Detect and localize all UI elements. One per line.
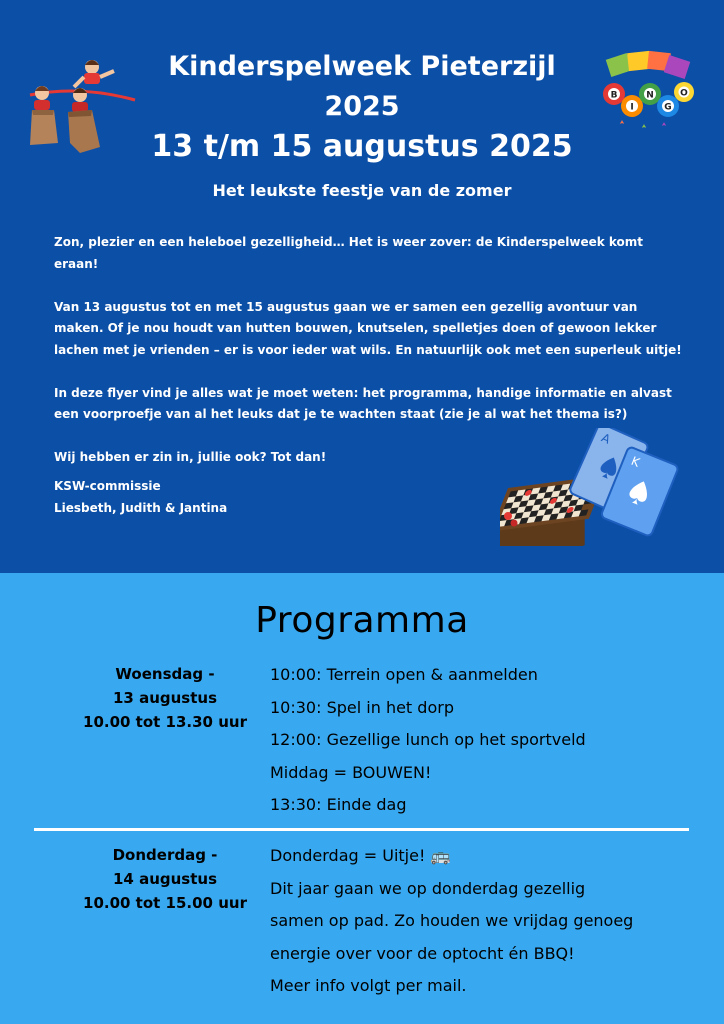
signature bbox=[54, 476, 227, 519]
schedule-item: 13:30: Einde dag bbox=[270, 795, 407, 814]
divider bbox=[34, 828, 689, 831]
title-line-3: 13 t/m 15 augustus 2025 bbox=[151, 129, 573, 164]
day-name: Woensdag - bbox=[115, 665, 215, 683]
schedule-item: 12:00: Gezellige lunch op het sportveld bbox=[270, 730, 586, 749]
day-block-thursday bbox=[40, 843, 290, 915]
schedule-item: energie over voor de optocht én BBQ! bbox=[270, 943, 575, 963]
card-rank-k: K bbox=[629, 453, 642, 470]
signature-names: Liesbeth, Judith & Jantina bbox=[54, 500, 228, 515]
signature-org: KSW-commissie bbox=[54, 479, 161, 493]
bingo-letter-o: O bbox=[680, 88, 688, 99]
intro-paragraph: Wij hebben er zin in, jullie ook? Tot dan! bbox=[54, 450, 327, 464]
day-name: Donderdag - bbox=[112, 846, 218, 864]
schedule-item: 10:30: Spel in het dorp bbox=[270, 697, 454, 717]
bingo-letter-i: I bbox=[630, 102, 634, 113]
day-date: 13 augustus bbox=[112, 689, 218, 707]
day-block-wednesday bbox=[40, 662, 290, 734]
intro-paragraph: In deze flyer vind je alles wat je moet weten: het programma, handige informatie en alvast een voorproefje van al het leuks dat je te wachten staat (zie je al wat het thema is?) bbox=[54, 385, 672, 421]
subtitle: Het leukste feestje van de zomer bbox=[212, 181, 512, 200]
day-hours: 10.00 tot 15.00 uur bbox=[83, 894, 247, 912]
title-line-1: Kinderspelweek Pieterzijl bbox=[168, 51, 556, 82]
day-date: 14 augustus bbox=[112, 870, 218, 888]
schedule-item: Meer info volgt per mail. bbox=[270, 976, 467, 995]
schedule-thursday bbox=[270, 840, 710, 1003]
title-line-2: 2025 bbox=[324, 91, 400, 122]
card-rank-a: A bbox=[599, 430, 613, 447]
schedule-item: Dit jaar gaan we op donderdag gezellig bbox=[270, 878, 586, 898]
bingo-letter-n: N bbox=[646, 90, 654, 101]
intro-paragraph: Van 13 augustus tot en met 15 augustus gaan we er samen een gezellig avontuur van maken. Of je nou houdt van hutten bouwen, knutselen, spelletjes doen of gewoon lekker lachen met je vrienden – er is voor ieder wat wils. En natuurlijk ook met een superleuk uitje! bbox=[54, 299, 682, 357]
intro-paragraph: Zon, plezier en een heleboel gezelligheid… Het is weer zover: de Kinderspelweek komt eraan! bbox=[54, 235, 644, 271]
bingo-letter-b: B bbox=[610, 90, 618, 101]
day-hours: 10.00 tot 13.30 uur bbox=[83, 713, 247, 731]
schedule-wednesday bbox=[270, 659, 710, 822]
cards-and-checkers-illustration bbox=[500, 428, 680, 546]
bingo-letter-g: G bbox=[664, 102, 672, 113]
schedule-item: samen op pad. Zo houden we vrijdag genoeg bbox=[270, 911, 634, 930]
schedule-item: 10:00: Terrein open & aanmelden bbox=[270, 665, 538, 684]
schedule-item: Middag = BOUWEN! bbox=[270, 762, 432, 782]
schedule-item: Donderdag = Uitje! 🚌 bbox=[270, 846, 451, 865]
program-title: Programma bbox=[255, 600, 469, 641]
